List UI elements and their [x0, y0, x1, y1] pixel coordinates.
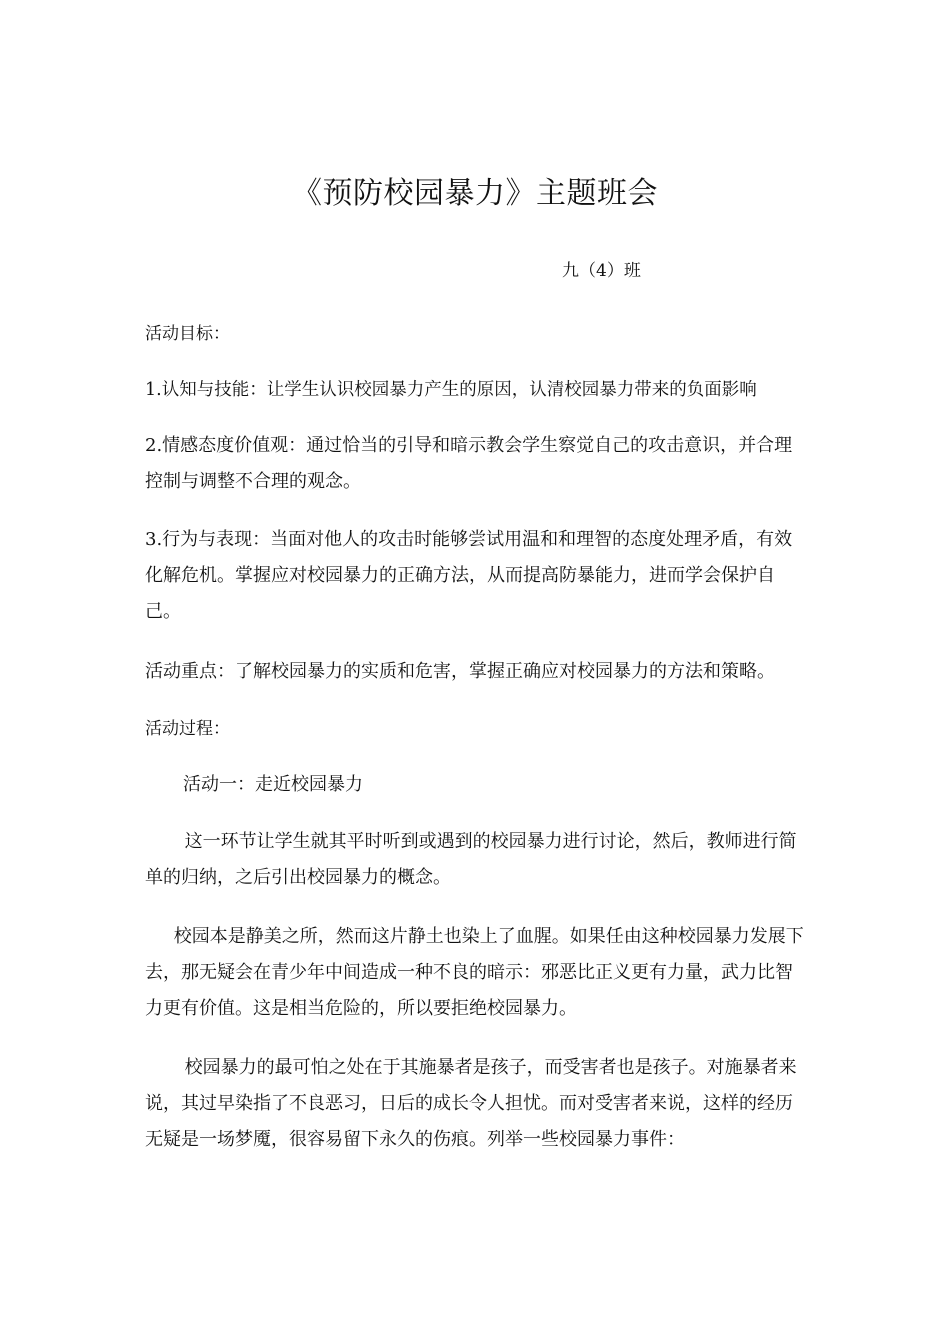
- focus-heading: 活动重点：: [145, 661, 235, 682]
- activity-1-line: [183, 767, 783, 803]
- class-name: 九（4）班: [562, 261, 641, 281]
- activity-1-title: 走近校园暴力: [255, 774, 363, 795]
- goal-item-2: 2.情感态度价值观：通过恰当的引导和暗示教会学生察觉自己的攻击意识，并合理控制与调整不合理的观念。: [145, 435, 793, 492]
- document-title: 《预防校园暴力》主题班会: [292, 176, 658, 211]
- goal-item-3: 3.行为与表现：当面对他人的攻击时能够尝试用温和和理智的态度处理矛盾，有效化解危机。掌握应对校园暴力的正确方法，从而提高防暴能力，进而学会保护自己。: [145, 529, 793, 622]
- goals-heading: 活动目标：: [145, 324, 230, 344]
- focus-text: 了解校园暴力的实质和危害，掌握正确应对校园暴力的方法和策略。: [235, 661, 775, 682]
- process-heading: 活动过程：: [145, 719, 230, 739]
- goal-item-1: 1.认知与技能：让学生认识校园暴力产生的原因，认清校园暴力带来的负面影响: [145, 380, 757, 400]
- focus-line: [145, 654, 810, 690]
- activity-1-heading: 活动一：: [183, 774, 255, 795]
- paragraph-3: 校园暴力的最可怕之处在于其施暴者是孩子，而受害者也是孩子。对施暴者来说，其过早染指了不良恶习，日后的成长令人担忧。而对受害者来说，这样的经历无疑是一场梦魇，很容易留下永久的伤痕。列举一些校园暴力事件：: [145, 1057, 797, 1150]
- paragraph-2: 校园本是静美之所，然而这片静土也染上了血腥。如果任由这种校园暴力发展下去，那无疑会在青少年中间造成一种不良的暗示：邪恶比正义更有力量，武力比智力更有价值。这是相当危险的，所以要拒绝校园暴力。: [145, 926, 804, 1019]
- paragraph-1: 这一环节让学生就其平时听到或遇到的校园暴力进行讨论，然后，教师进行简单的归纳，之后引出校园暴力的概念。: [145, 831, 797, 888]
